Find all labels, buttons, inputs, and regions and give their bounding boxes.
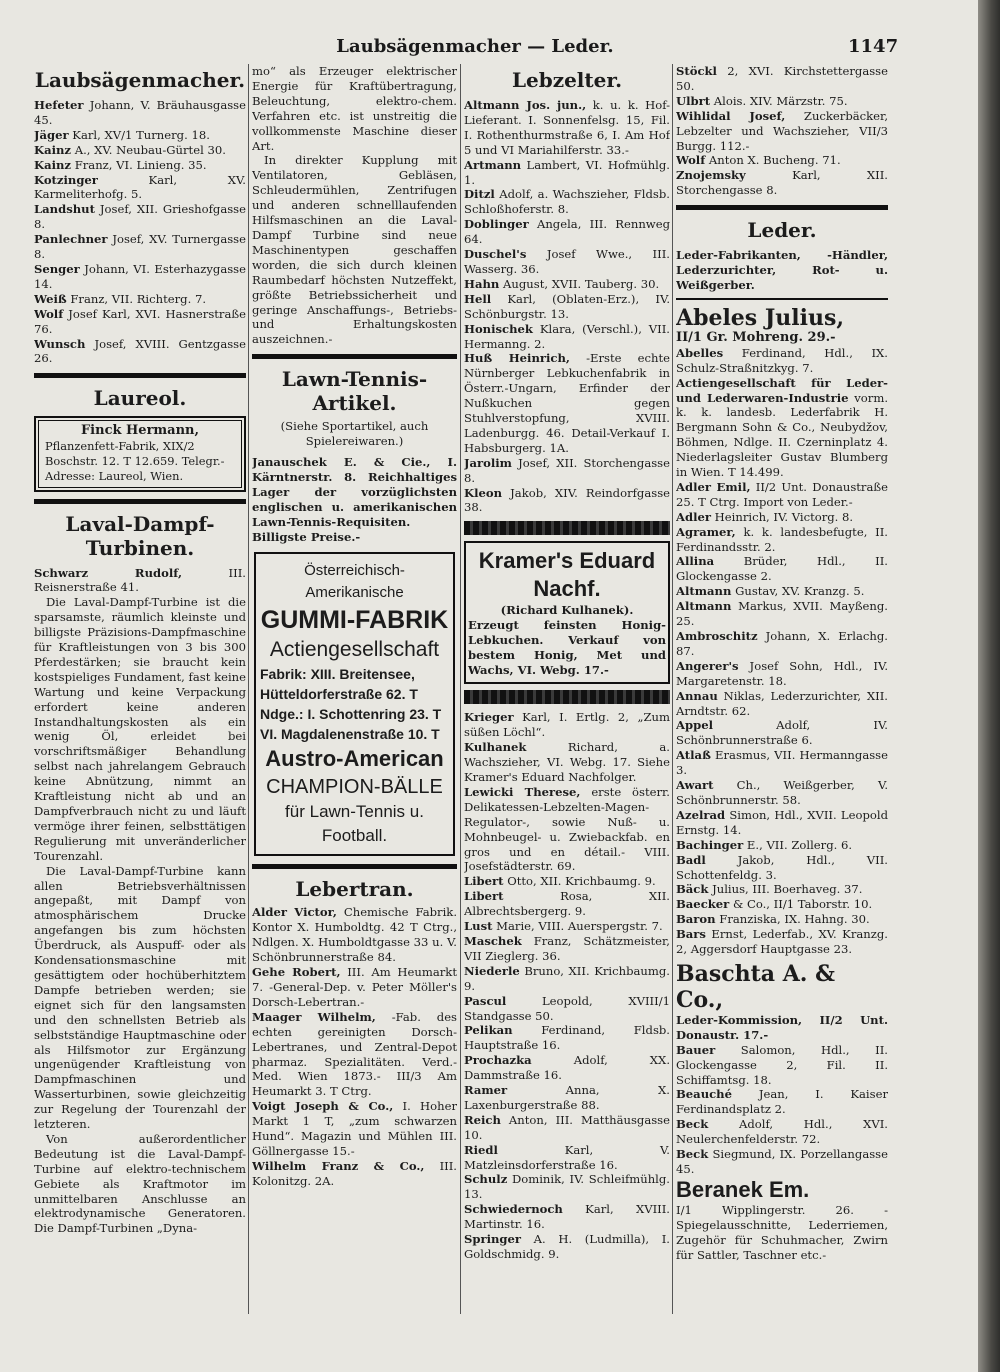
advert-line: Boschstr. 12. T 12.659. Telegr.-: [45, 453, 225, 468]
entry-name: Niederle: [464, 963, 520, 978]
advert-line: Pflanzenfett-Fabrik, XIX/2: [45, 439, 195, 454]
entry-name: Pelikan: [464, 1023, 513, 1038]
entry-details: Anton X. Bucheng. 71.: [705, 153, 841, 168]
entry-name: Altmann: [676, 599, 732, 614]
entry-details: A., XV. Neubau-Gürtel 30.: [71, 142, 226, 157]
entry-details: Ferdinand, Hdl., IX. Schulz-Straßnitzkyg. 7.: [676, 345, 888, 375]
advert-line: Ndge.: I. Schottenring 23. T: [260, 706, 442, 723]
advert-line: Actiengesellschaft: [269, 638, 440, 662]
entry-details: Josef, XII. Storchengasse 8.: [464, 455, 670, 485]
directory-entry: [34, 143, 246, 158]
directory-entry: [464, 964, 670, 994]
entry-name: Maschek: [464, 933, 522, 948]
leder-list-continued: [676, 1043, 888, 1177]
entry-details: Karl, (Oblaten-Erz.), IV. Schönburgstr. 13.: [464, 291, 670, 321]
section-divider: [34, 499, 246, 504]
directory-entry: [676, 912, 888, 927]
entry-details: Klara, (Verschl.), VII. Hermanng. 2.: [464, 321, 670, 351]
entry-details: Jakob, Hdl., VII. Schottenfeldg. 3.: [676, 852, 888, 882]
directory-entry: [464, 1232, 670, 1262]
entry-name: Ambroschitz: [676, 629, 758, 643]
directory-entry: [676, 168, 888, 198]
entry-name: Hahn: [464, 276, 500, 291]
entry-name: Prochazka: [464, 1053, 532, 1068]
directory-entry: [676, 109, 888, 154]
directory-entry: [676, 346, 888, 376]
section-subtitle: Leder-Fabrikanten, -Händler, Lederzurichter, Rot- u. Weißgerber.: [676, 248, 888, 292]
entry-details: erste österr. Delikatessen-Lebzelten-Magen-Regulator-, sowie Nuß- u. Mohnbeugel- u. Zwiebackfab. en gros und en détail.- VIII. Josefstädterstr. 69.: [464, 784, 670, 874]
entry-name: Lewicki Therese,: [464, 784, 581, 799]
directory-entry: [464, 247, 670, 277]
entry-name: Awart: [676, 778, 714, 793]
directory-entry: [34, 337, 246, 367]
entry-name: Beauché: [676, 1087, 732, 1102]
entry-details: II/2 Unt. Donaustraße 25. T Ctrg. Import von Leder.-: [676, 479, 888, 509]
entry-details: -Erste echte Nürnberger Lebkuchenfabrik in Österr.-Ungarn, Erfinder der Nußkuchen gegen Stuhlverstopfung, XVIII. Ladenburgg. 46. Detail-Verkauf I. Habsburgerg. 1A.: [464, 351, 670, 455]
section-divider: [676, 298, 888, 300]
entry-details: III. Reisnerstraße 41.: [34, 565, 246, 595]
lebertran-list: [252, 905, 457, 1188]
directory-entry: [252, 965, 457, 1010]
entry-details: Karl, V. Matzleinsdorferstraße 16.: [464, 1142, 670, 1172]
entry-name: Libert: [464, 874, 504, 889]
directory-entry: [464, 1143, 670, 1173]
directory-entry: [34, 202, 246, 232]
directory-entry: [34, 566, 246, 596]
directory-entry: Janauschek E. & Cie., I. Kärntnerstr. 8. Reichhaltiges Lager der vorzüglichsten englischen u. amerikanischen Lawn-Tennis-Requisiten. Billigste Preise.-: [252, 455, 457, 544]
entry-name: Annau: [676, 688, 718, 703]
entry-details: E., VII. Zollerg. 6.: [743, 837, 853, 852]
directory-entry: [464, 874, 670, 889]
column-rule: [248, 64, 249, 1314]
directory-entry: [676, 525, 888, 555]
directory-entry: [676, 778, 888, 808]
directory-entry: [464, 889, 670, 919]
section-divider: [676, 205, 888, 210]
kramer-advert: [464, 541, 670, 684]
directory-entry: [34, 98, 246, 128]
column-rule: [672, 64, 673, 1314]
entry-details: Otto, XII. Krichbaumg. 9.: [503, 874, 656, 889]
entry-name: Ditzl: [464, 187, 495, 202]
laubsaeg-list: [34, 98, 246, 366]
entry-details: Ferdinand, Fldsb. Hauptstraße 16.: [464, 1023, 670, 1053]
entry-details: Ch., Weißgerber, V. Schönbrunnerstr. 58.: [676, 778, 888, 807]
directory-entry: [34, 262, 246, 292]
entry-name: Gehe Robert,: [252, 965, 341, 980]
section-heading-laureol: Laureol.: [93, 386, 187, 411]
entry-details: 2, XVI. Kirchstettergasse 50.: [676, 64, 888, 93]
directory-entry: [676, 599, 888, 629]
column-4: [676, 64, 888, 1314]
entry-name: Jäger: [34, 127, 69, 142]
entry-details: Franziska, IX. Hahng. 30.: [715, 912, 870, 927]
entry-name: Kainz: [34, 157, 72, 172]
entry-name: Doblinger: [464, 217, 529, 232]
beranek-name: Beranek Em.: [676, 1176, 810, 1202]
entry-name: Atlaß: [676, 748, 711, 763]
directory-entry: [464, 292, 670, 322]
entry-details: Ernst, Lederfab., XV. Kranzg. 2, Aggersdorf Hauptgasse 23.: [676, 927, 888, 957]
directory-entry: [676, 853, 888, 883]
entry-details: Lambert, VI. Hofmühlg. 1.: [464, 157, 670, 187]
entry-details: Julius, III. Boerhaveg. 37.: [708, 882, 863, 897]
entry-name: Baron: [676, 912, 716, 927]
section-divider: [34, 373, 246, 378]
directory-entry: [464, 486, 670, 516]
entry-details: Franz, Schätzmeister, VII Zieglerg. 36.: [464, 933, 670, 963]
entry-name: Actiengesellschaft für Leder- und Lederwaren-Industrie: [676, 375, 888, 405]
baschta-details: Leder-Kommission, II/2 Unt. Donaustr. 17.-: [676, 1012, 888, 1042]
directory-entry: [252, 1010, 457, 1099]
laval-continuation: mo“ als Erzeuger elektrischer Energie für Kraftübertragung, Beleuchtung, elektro-chem. Verfahren etc. ist unstreitig die vollkommenste Maschine dieser Art.: [252, 64, 457, 153]
section-heading-leder: Leder.: [747, 218, 817, 243]
column-2: [252, 64, 457, 1314]
entry-details: Richard, a. Wachszieher, VI. Webg. 17. Siehe Kramer's Eduard Nachfolger.: [464, 740, 670, 784]
directory-entry: [676, 689, 888, 719]
directory-entry: [464, 98, 670, 158]
entry-details: Josef Sohn, Hdl., IV. Margaretenstr. 18.: [676, 658, 888, 688]
entry-name: Znojemsky: [676, 168, 746, 183]
entry-details: Franz, VII. Richterg. 7.: [66, 291, 207, 306]
directory-entry: [464, 277, 670, 292]
entry-details: Niklas, Lederzurichter, XII. Arndtstr. 62.: [676, 688, 888, 718]
entry-name: Kainz: [34, 142, 72, 157]
entry-details: Josef, XVIII. Gentzgasse 26.: [34, 336, 246, 366]
directory-entry: [676, 838, 888, 853]
advert-subtitle: (Richard Kulhanek).: [500, 603, 634, 618]
entry-name: Schwarz Rudolf,: [34, 565, 183, 580]
directory-entry: [676, 376, 888, 480]
entry-name: Bauer: [676, 1042, 716, 1057]
entry-details: -Fab. des echten gereinigten Dorsch-Lebertranes, und Zentral-Depot pharmaz. Spezialitäten. Verd.-Med. Wien 1873.- III/3 Am Heumarkt 3. T Ctrg.: [252, 1009, 457, 1099]
entry-name: Stöckl: [676, 64, 717, 78]
entry-details: Karl, XV. Karmeliterhofg. 5.: [34, 172, 246, 202]
advert-text: Erzeugt feinsten Honig-Lebkuchen. Verkauf von bestem Honig, Met und Wachs, VI. Webg. 17.-: [468, 618, 666, 678]
page-header: [0, 36, 978, 58]
entry-name: Krieger: [464, 710, 514, 725]
entry-name: Badl: [676, 852, 706, 867]
section-heading-lebzelter: Lebzelter.: [511, 68, 623, 92]
entry-details: Adolf, XX. Dammstraße 16.: [464, 1053, 670, 1083]
entry-details: Alois. XIV. Märzstr. 75.: [710, 93, 848, 108]
entry-details: vorm. k. k. landesb. Lederfabrik H. Bergmann Sohn & Co., Neubydžov, Böhmen, Ndlge. II. Czerninplatz 4. Niederlagsleiter Gustav Blumberg in Wien. T 14.499.: [676, 390, 888, 480]
entry-name: Beck: [676, 1117, 709, 1132]
laval-continuation: In direkter Kupplung mit Ventilatoren, Gebläsen, Schleudermühlen, Zentrifugen und anderen schnelllaufenden Hilfsmaschinen an die Laval-Dampf Turbine sind neue Maschinentypen geschaffen worden, die sich durch kleinen Raumbedarf höchsten Nutzeffekt, größte Betriebssicherheit und geringe Anschaffungs-, Betriebs- und Erhaltungskosten auszeichnen.-: [252, 153, 457, 347]
directory-entry: [676, 882, 888, 897]
entry-name: Ramer: [464, 1083, 508, 1098]
entry-name: Beck: [676, 1147, 709, 1162]
directory-entry: [676, 64, 888, 94]
directory-entry: [676, 629, 888, 659]
gummi-fabrik-advert: [254, 552, 455, 856]
advert-line: Austro-American: [265, 746, 444, 772]
entry-details: Johann, V. Bräuhausgasse 45.: [34, 98, 246, 127]
directory-entry: [676, 1043, 888, 1088]
entry-name: Wolf: [676, 153, 706, 168]
entry-details: Adolf, IV. Schönbrunnerstraße 6.: [676, 718, 888, 748]
directory-entry: [464, 1172, 670, 1202]
entry-details: Karl, XV/1 Turnerg. 18.: [68, 127, 210, 142]
entry-name: Altmann Jos. jun.,: [464, 98, 587, 112]
entry-name: Pascul: [464, 993, 507, 1008]
directory-entry: [34, 292, 246, 307]
directory-entry: [676, 1117, 888, 1147]
entry-name: Landshut: [34, 202, 95, 217]
entry-details: Markus, XVII. Mayßeng. 25.: [676, 599, 888, 629]
entry-name: Agramer,: [676, 524, 736, 539]
directory-entry: [676, 510, 888, 525]
entry-details: Marie, VIII. Auerspergstr. 7.: [492, 919, 663, 934]
directory-entry: [464, 456, 670, 486]
entry-name: Wihlidal Josef,: [676, 108, 786, 123]
entry-name: Baecker: [676, 897, 730, 912]
section-heading-lawn-tennis: Lawn-Tennis-Artikel.: [281, 367, 428, 416]
column-rule: [460, 64, 461, 1314]
entry-details: k. k. landesbefugte, II. Ferdinandsstr. 2.: [676, 524, 888, 554]
entry-details: Angela, III. Rennweg 64.: [464, 217, 670, 247]
entry-details: Dominik, IV. Schleifmühlg. 13.: [464, 1172, 670, 1202]
entry-name: Springer: [464, 1232, 522, 1247]
abeles-address: II/1 Gr. Mohreng. 29.-: [676, 329, 836, 345]
directory-entry: [34, 232, 246, 262]
directory-entry: [464, 994, 670, 1024]
running-head: Laubsägenmacher — Leder.: [336, 36, 614, 57]
entry-details: Gustav, XV. Kranzg. 5.: [731, 584, 865, 599]
entry-name: Libert: [464, 889, 504, 904]
entry-details: Leopold, XVIII/1 Standgasse 50.: [464, 993, 670, 1023]
advert-line: CHAMPION-BÄLLE: [266, 776, 443, 799]
entry-name: Alder Victor,: [252, 905, 337, 920]
entry-name: Duschel's: [464, 247, 527, 262]
directory-entry: [252, 1099, 457, 1159]
directory-entry: [464, 919, 670, 934]
section-heading-lebertran: Lebertran.: [295, 877, 414, 902]
entry-details: I. Hoher Markt 1 T, „zum schwarzen Hund“. Magazin und Mühlen III. Göllnergasse 15.-: [252, 1099, 457, 1158]
directory-entry: [464, 1023, 670, 1053]
directory-entry: [464, 1202, 670, 1232]
entry-name: Artmann: [464, 157, 522, 172]
entry-name: Kleon: [464, 485, 503, 500]
entry-details: Salomon, Hdl., II. Glockengasse 2, Fil. II. Schiffamtsg. 18.: [676, 1042, 888, 1087]
advert-line: Österreichisch-Amerikanische: [304, 562, 405, 602]
ornamental-divider: [464, 690, 670, 704]
directory-entry: [676, 718, 888, 748]
directory-entry: [676, 153, 888, 168]
directory-entry: [676, 94, 888, 109]
advert-line: GUMMI-FABRIK: [260, 606, 449, 635]
directory-entry: [676, 808, 888, 838]
advert-line: Adresse: Laureol, Wien.: [45, 468, 184, 483]
entry-details: Josef, XII. Grieshofgasse 8.: [34, 202, 246, 232]
cross-reference: (Siehe Sportartikel, auch Spielereiwaren.): [280, 419, 429, 449]
entry-name: Honischek: [464, 321, 533, 336]
beranek-details: I/1 Wipplingerstr. 26. -Spiegelausschnitte, Lederriemen, Zugehör für Schuhmacher, Zwirn für Sattler, Taschner etc.-: [676, 1202, 888, 1262]
book-edge: [978, 0, 1000, 1372]
directory-entry: [464, 740, 670, 785]
leder-list: [676, 346, 888, 957]
directory-entry: [34, 128, 246, 143]
entry-name: Hell: [464, 291, 492, 306]
entry-details: Anna, X. Laxenburgerstraße 88.: [464, 1083, 670, 1112]
directory-entry: [676, 1087, 888, 1117]
directory-entry: [34, 158, 246, 173]
lebzelter-list: [464, 98, 670, 515]
entry-name: Maager Wilhelm,: [252, 1009, 376, 1024]
entry-details: Karl, XII. Storchengasse 8.: [676, 168, 888, 198]
directory-entry: [464, 1083, 670, 1113]
entry-name: Adler: [676, 509, 711, 524]
directory-entry: [464, 217, 670, 247]
entry-name: Altmann: [676, 584, 732, 599]
entry-name: Ulbrt: [676, 93, 711, 108]
entry-name: Riedl: [464, 1142, 498, 1157]
entry-details: Erasmus, VII. Hermanngasse 3.: [676, 748, 888, 778]
entry-name: Jarolim: [464, 455, 512, 470]
entry-details: Heinrich, IV. Victorg. 8.: [711, 509, 854, 524]
directory-entry: [464, 322, 670, 352]
directory-entry: [464, 351, 670, 455]
entry-name: Hefeter: [34, 98, 84, 112]
baschta-name: Baschta A. & Co.,: [676, 960, 835, 1013]
directory-entry: [676, 897, 888, 912]
entry-name: Adler Emil,: [676, 479, 751, 494]
entry-details: Rosa, XII. Albrechtsbergerg. 9.: [464, 889, 670, 919]
entry-details: Adolf, a. Wachszieher, Fldsb. Schloßhoferstr. 8.: [464, 187, 670, 217]
entry-name: Senger: [34, 261, 80, 276]
entry-name: Angerer's: [676, 658, 739, 673]
directory-entry: [676, 659, 888, 689]
directory-entry: [34, 173, 246, 203]
entry-details: A. H. (Ludmilla), I. Goldschmidg. 9.: [464, 1232, 670, 1261]
lebzelter-list-end: [676, 64, 888, 198]
directory-entry: [464, 187, 670, 217]
directory-entry: [464, 1053, 670, 1083]
entry-name: Appel: [676, 718, 713, 733]
entry-name: Wunsch: [34, 336, 86, 351]
entry-name: Allina: [676, 554, 715, 569]
laval-paragraph: Von außerordentlicher Bedeutung ist die Laval-Dampf-Turbine auf elektro-technischem Gebiete als Kraftmotor im unmittelbaren Anschlusse an elektrodynamische Generatoren. Die Dampf-Turbinen „Dyna-: [34, 1131, 246, 1236]
advert-title: Kramer's Eduard Nachf.: [478, 548, 656, 602]
directory-entry: [676, 927, 888, 957]
entry-details: Jean, I. Kaiser Ferdinandsplatz 2.: [676, 1087, 888, 1117]
laureol-advert: [34, 416, 246, 491]
column-1: [34, 64, 246, 1314]
entry-name: Abelles: [676, 345, 724, 360]
entry-details: Bruno, XII. Krichbaumg. 9.: [464, 963, 670, 993]
advert-name: Finck Hermann,: [80, 423, 200, 439]
entry-name: Wilhelm Franz & Co.,: [252, 1158, 425, 1173]
entry-name: Azelrad: [676, 807, 726, 822]
entry-details: & Co., II/1 Taborstr. 10.: [729, 897, 873, 912]
entry-name: Bachinger: [676, 837, 744, 852]
directory-entry: [676, 554, 888, 584]
directory-entry: [34, 307, 246, 337]
entry-details: Franz, VI. Linieng. 35.: [71, 157, 207, 172]
entry-details: Jakob, XIV. Reindorfgasse 38.: [464, 485, 670, 515]
directory-entry: [252, 1159, 457, 1189]
entry-details: Adolf, Hdl., XVI. Neulerchenfelderstr. 72.: [676, 1117, 888, 1147]
directory-entry: [676, 584, 888, 599]
abeles-name: Abeles Julius,: [676, 304, 845, 331]
entry-details: k. u. k. Hof-Lieferant. I. Sonnenfelsg. 15, Fil. I. Rothenthurmstraße 6, I. Am Hof 5 und VI Mariahilferstr. 33.-: [464, 98, 670, 157]
section-heading-laval: Laval-Dampf-Turbinen.: [65, 511, 215, 560]
directory-entry: [464, 158, 670, 188]
laval-paragraph: Die Laval-Dampf-Turbine ist die sparsamste, räumlich kleinste und billigste Präzisions-Dampfmaschine für Kraftleistungen von 3 bis 300 Pferdestärken; sie braucht kein kostspieliges Fundament, fast keine Wartung und keine Verpackung erfordert keine anderen Instandhaltungskosten als ein wenig Öl, erleidet bei vorschriftsmäßiger Behandlung selbst nach jahrelangem Gebrauch keine Abnützung, nimmt an Kraftleistung nicht ab und an Dampfverbrauch nicht zu und läuft vermöge ihrer feinen, selbsttätigen Regulierung mit unveränderlicher Tourenzahl.: [34, 595, 246, 863]
directory-entry: [676, 480, 888, 510]
entry-details: Johann, X. Erlachg. 87.: [676, 629, 888, 658]
entry-name: Bäck: [676, 882, 709, 897]
lebzelter-list-continued: [464, 710, 670, 1262]
advert-line: Fabrik: XIII. Breitensee,: [260, 666, 415, 683]
entry-name: Voigt Joseph & Co.,: [252, 1099, 394, 1114]
entry-details: Anton, III. Matthäusgasse 10.: [464, 1112, 670, 1142]
directory-entry: [464, 1113, 670, 1143]
entry-details: Josef Karl, XVI. Hasnerstraße 76.: [34, 306, 246, 336]
directory-entry: [464, 710, 670, 740]
directory-entry: [252, 905, 457, 965]
entry-name: Reich: [464, 1112, 501, 1127]
entry-details: Johann, VI. Esterhazygasse 14.: [34, 261, 246, 291]
entry-details: III. Kolonitzg. 2A.: [252, 1158, 457, 1188]
entry-name: Panlechner: [34, 232, 108, 247]
advert-line: für Lawn-Tennis u. Football.: [285, 802, 424, 846]
advert-line: Hütteldorferstraße 62. T: [260, 686, 418, 703]
entry-details: Brüder, Hdl., II. Glockengasse 2.: [676, 554, 888, 584]
directory-entry: [464, 934, 670, 964]
entry-name: Wolf: [34, 306, 64, 321]
entry-details: Chemische Fabrik. Kontor X. Humboldtg. 42 T Ctrg., Ndlgen. X. Humboldtgasse 33 u. V. Schönbrunnerstraße 84.: [252, 905, 457, 965]
entry-details: August, XVII. Tauberg. 30.: [499, 276, 660, 291]
entry-details: Karl, XVIII. Martinstr. 16.: [464, 1202, 670, 1232]
section-divider: [252, 354, 457, 359]
directory-entry: [676, 1147, 888, 1177]
ornamental-divider: [464, 521, 670, 535]
entry-details: Josef, XV. Turnergasse 8.: [34, 232, 246, 262]
entry-name: Kulhanek: [464, 740, 527, 755]
entry-name: Schwiedernoch: [464, 1202, 563, 1217]
entry-details: Josef Wwe., III. Wasserg. 36.: [464, 247, 670, 276]
entry-details: Siegmund, IX. Porzellangasse 45.: [676, 1147, 888, 1176]
entry-details: Zuckerbäcker, Lebzelter und Wachszieher, VII/3 Burgg. 112.-: [676, 108, 888, 153]
column-3: [464, 64, 670, 1314]
directory-entry: [676, 748, 888, 778]
section-heading-laubsaegenmacher: Laubsägenmacher.: [34, 68, 246, 92]
section-divider: [252, 864, 457, 869]
entry-details: Simon, Hdl., XVII. Leopold Ernstg. 14.: [676, 807, 888, 837]
entry-name: Weiß: [34, 291, 67, 306]
entry-name: Bars: [676, 927, 706, 942]
entry-name: Huß Heinrich,: [464, 351, 570, 366]
entry-name: Kotzinger: [34, 172, 98, 187]
entry-details: Karl, I. Ertlg. 2, „Zum süßen Löchl“.: [464, 710, 670, 740]
entry-details: III. Am Heumarkt 7. -General-Dep. v. Peter Möller's Dorsch-Lebertran.-: [252, 965, 457, 1009]
laval-paragraph: Die Laval-Dampf-Turbine kann allen Betriebsverhältnissen angepaßt, mit Dampf von atmosphärischem Drucke angefangen bis zum höchsten Überdruck, als Auspuff- oder als Kondensationsmaschine mit gesättigtem oder hochüberhitztem Dampfe betrieben werden; sie eignet sich für den langsamsten und den schnellsten Betrieb als selbstständige Hauptmaschine oder als Hilfsmotor zur Ergänzung ungenügender Kraftleistung von Dampfmaschinen und Wasserturbinen, sowie gleichzeitig zur Regelung der Tourenzahl der letzteren.: [34, 863, 246, 1132]
entry-name: Schulz: [464, 1172, 508, 1187]
advert-line: VI. Magdalenenstraße 10. T: [260, 726, 440, 743]
directory-entry: [464, 785, 670, 874]
entry-name: Lust: [464, 919, 493, 934]
page-number: 1147: [848, 36, 899, 57]
